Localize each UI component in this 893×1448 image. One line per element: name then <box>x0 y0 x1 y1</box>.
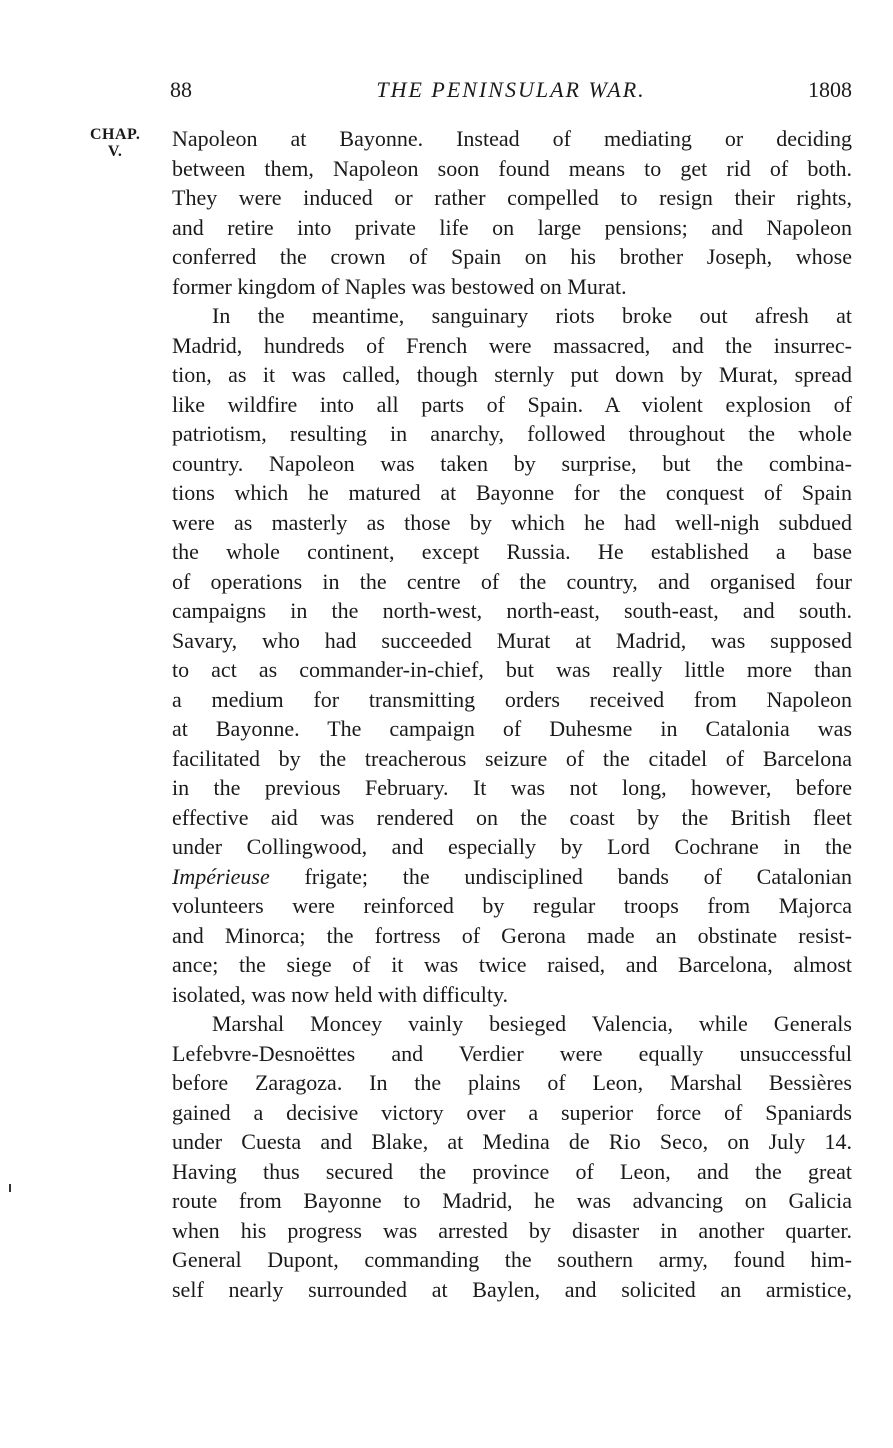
text-line: In the meantime, sanguinary riots broke out afresh at <box>212 303 852 328</box>
running-header <box>170 77 852 105</box>
text-line: country. Napoleon was taken by surprise, but the combina- <box>172 450 852 476</box>
text-line-ship-name: Impérieuse frigate; the undisciplined bands of Catalonian <box>172 863 852 889</box>
text-line: like wildfire into all parts of Spain. A violent explosion of <box>172 391 852 417</box>
paragraph <box>172 124 852 301</box>
paragraph <box>172 1009 852 1304</box>
text-line: gained a decisive victory over a superior force of Spaniards <box>172 1099 852 1125</box>
text-line: route from Bayonne to Madrid, he was advancing on Galicia <box>172 1188 852 1213</box>
text-line: and retire into private life on large pensions; and Napoleon <box>172 214 852 240</box>
text-line: They were induced or rather compelled to resign their rights, <box>172 185 852 210</box>
text-line: campaigns in the north-west, north-east, south-east, and south. <box>172 598 852 623</box>
text-line: Savary, who had succeeded Murat at Madrid, was supposed <box>172 627 852 653</box>
text-line: to act as commander-in-chief, but was really little more than <box>172 657 852 682</box>
text-line: at Bayonne. The campaign of Duhesme in Catalonia was <box>172 716 852 741</box>
text-line: General Dupont, commanding the southern army, found him- <box>172 1247 852 1272</box>
text-line: volunteers were reinforced by regular troops from Majorca <box>172 893 852 918</box>
margin-mark <box>9 1184 11 1192</box>
text-line: Madrid, hundreds of French were massacred, and the insurrec- <box>172 332 852 358</box>
text-line: ance; the siege of it was twice raised, and Barcelona, almost <box>172 952 852 977</box>
text-line: and Minorca; the fortress of Gerona made an obstinate resist- <box>172 922 852 948</box>
text-line: Lefebvre-Desnoëttes and Verdier were equally unsuccessful <box>172 1040 852 1066</box>
chapter-margin-note <box>90 126 140 160</box>
text-line: self nearly surrounded at Baylen, and solicited an armistice, <box>172 1276 852 1302</box>
body-text <box>172 124 852 1304</box>
paragraph <box>172 301 852 1009</box>
text-line: under Cuesta and Blake, at Medina de Rio Seco, on July 14. <box>172 1129 852 1154</box>
text-line: of operations in the centre of the country, and organised four <box>172 568 852 594</box>
header-year: 1808 <box>808 77 852 102</box>
text-line: tion, as it was called, though sternly put down by Murat, spread <box>172 362 852 387</box>
text-line: under Collingwood, and especially by Lord Cochrane in the <box>172 834 852 859</box>
text-line: a medium for transmitting orders received from Napoleon <box>172 686 852 712</box>
text-line: facilitated by the treacherous seizure of the citadel of Barcelona <box>172 745 852 771</box>
text-line: in the previous February. It was not long, however, before <box>172 775 852 800</box>
running-title: THE PENINSULAR WAR. <box>376 77 646 102</box>
text-line: conferred the crown of Spain on his brother Joseph, whose <box>172 244 852 269</box>
text-line: former kingdom of Naples was bestowed on Murat. <box>172 273 627 299</box>
text-line: when his progress was arrested by disaster in another quarter. <box>172 1217 852 1243</box>
text-line: Having thus secured the province of Leon, and the great <box>172 1158 852 1184</box>
text-line: effective aid was rendered on the coast by the British fleet <box>172 804 852 830</box>
text-line: isolated, was now held with difficulty. <box>172 981 509 1007</box>
text-line: the whole continent, except Russia. He established a base <box>172 539 852 564</box>
text-line: Napoleon at Bayonne. Instead of mediating or deciding <box>172 126 852 151</box>
ship-name: Impérieuse <box>172 863 270 889</box>
chapter-number: V. <box>107 143 123 160</box>
page-number: 88 <box>170 77 192 102</box>
chapter-label: CHAP. <box>90 126 141 143</box>
text-line: before Zaragoza. In the plains of Leon, Marshal Bessières <box>172 1070 852 1095</box>
text-line: were as masterly as those by which he had well-nigh subdued <box>172 509 852 535</box>
text-line: tions which he matured at Bayonne for the conquest of Spain <box>172 480 852 505</box>
text-line: between them, Napoleon soon found means to get rid of both. <box>172 155 852 181</box>
text-line: Marshal Moncey vainly besieged Valencia, while Generals <box>212 1011 852 1036</box>
text-line: patriotism, resulting in anarchy, followed throughout the whole <box>172 421 852 446</box>
